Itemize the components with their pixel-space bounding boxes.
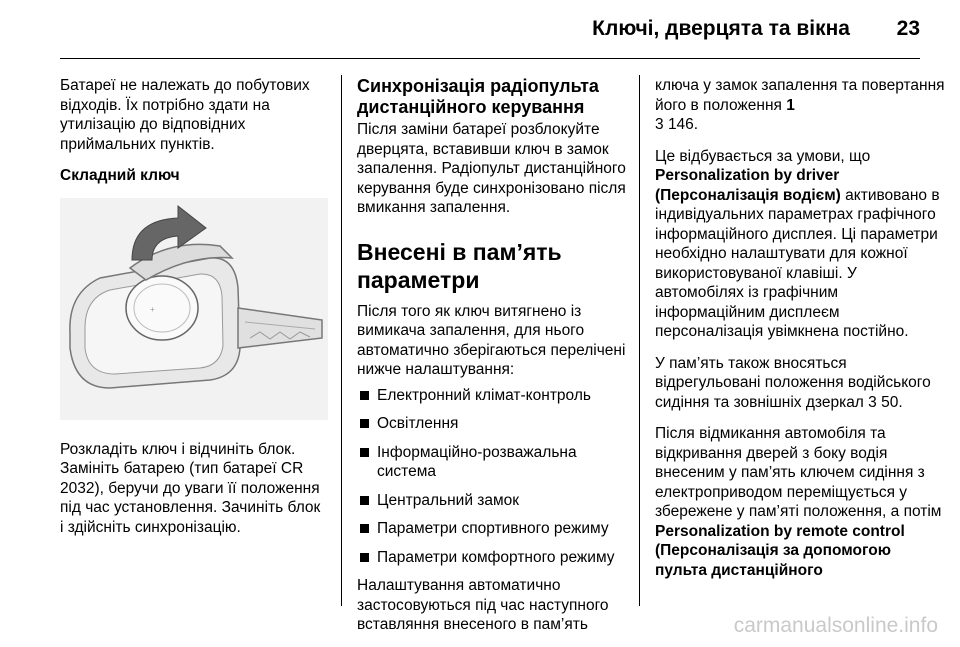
column-divider-2 <box>639 75 640 606</box>
list-item: Інформаційно-розважальна система <box>357 443 629 482</box>
personalization-by-remote-label: Personalization by remote control (Персоналізація за допомогою пульта дистанційного <box>655 522 905 579</box>
personalization-condition-text: активовано в індивідуальних параметрах графічного інформаційного дисплея. Ці параметри необхідно налаштувати для кожної використовуваної клавіші. У автомобілях із графічним інформаційним дисплеєм персоналізація увімкнена постійно. <box>655 186 940 340</box>
svg-text:+: + <box>150 304 155 314</box>
list-item: Освітлення <box>357 414 629 434</box>
list-item: Параметри комфортного режиму <box>357 548 629 568</box>
column-1 <box>60 76 328 549</box>
ignition-position-text: ключа у замок запалення та повертання його в положення <box>655 77 945 114</box>
watermark: carmanualsonline.info <box>733 614 938 637</box>
memorized-settings-intro: Після того як ключ витягнено із вимикача запалення, для нього автоматично зберігаються перелічені нижче налаштування: <box>357 302 626 378</box>
column-divider-1 <box>341 75 342 606</box>
memorized-settings-list <box>357 386 629 568</box>
ignition-position-paragraph <box>655 76 945 135</box>
personalization-condition-paragraph <box>655 147 945 342</box>
folding-key-subheading: Складний ключ <box>60 167 180 184</box>
column-2 <box>357 76 629 647</box>
sync-remote-text: Після заміни батареї розблокуйте дверцята, вставивши ключ в замок запалення. Радіопульт дистанційного керування буде синхронізовано після вмикання запалення. <box>357 121 626 216</box>
unlock-memory-text: Після відмикання автомобіля та відкривання дверей з боку водія внесеним у пам’ять ключем сидіння з електроприводом переміщується у збережене у пам’яті положення, а потім <box>655 425 942 520</box>
page-reference-link[interactable]: 146. <box>667 116 699 133</box>
unlock-memory-paragraph <box>655 424 945 580</box>
personalization-by-driver-label: Personalization by driver (Персоналізація водієм) <box>655 167 841 204</box>
personalization-condition-intro: Це відбувається за умови, що <box>655 147 871 165</box>
ignition-position-number: 1 <box>786 96 795 114</box>
column-3 <box>655 76 945 592</box>
page-reference-arrow-icon: 3 <box>868 393 877 411</box>
list-item: Електронний клімат-контроль <box>357 386 629 406</box>
memorized-settings-outro: Налаштування автоматично застосовуються під час наступного вставляння внесеного в пам’ять <box>357 577 609 633</box>
page-reference-link[interactable]: 50. <box>881 393 903 411</box>
seat-mirror-memory-text: У пам’ять також вносяться відрегульовані положення водійського сидіння та зовнішніх дзеркал <box>655 354 931 411</box>
sync-remote-heading: Синхронізація радіопульта дистанційного керування <box>357 76 599 117</box>
list-item: Центральний замок <box>357 491 629 511</box>
memorized-settings-heading: Внесені в пам’ять параметри <box>357 238 562 293</box>
list-item: Параметри спортивного режиму <box>357 519 629 539</box>
seat-mirror-memory-paragraph <box>655 354 945 413</box>
battery-disposal-text: Батареї не належать до побутових відходів. Їх потрібно здати на утилізацію до відповідних приймальних пунктів. <box>60 77 310 153</box>
page-reference-arrow-icon: 3 <box>655 116 664 133</box>
page-number: 23 <box>896 17 920 40</box>
key-battery-icon <box>60 198 328 420</box>
page-header-title: Ключі, дверцята та вікна <box>592 17 850 40</box>
key-battery-illustration <box>60 198 328 420</box>
header-divider <box>60 58 920 59</box>
battery-replacement-instructions: Розкладіть ключ і відчиніть блок. Замініть батарею (тип батареї CR 2032), беручи до уваги її положення під час установлення. Зачиніть блок і здійсніть синхронізацію. <box>60 440 321 536</box>
